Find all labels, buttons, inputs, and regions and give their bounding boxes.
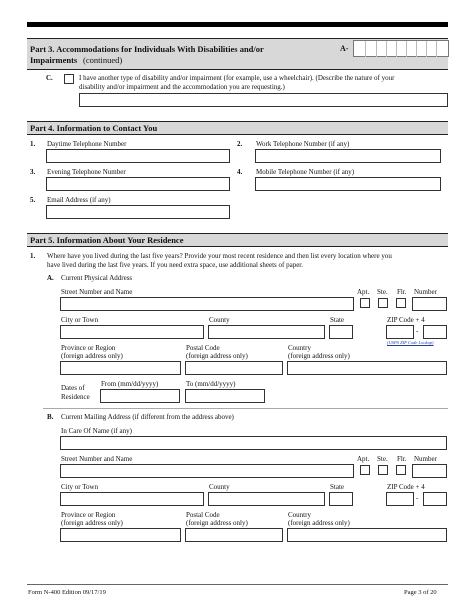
ste-checkbox[interactable] (378, 298, 388, 308)
country-label: Country (288, 344, 311, 352)
a-number-seg (376, 41, 377, 57)
postal-label: Postal Code (186, 344, 220, 352)
work-phone-input[interactable] (255, 149, 441, 163)
section-a-title: Current Physical Address (61, 274, 133, 282)
apt-label: Apt. (357, 288, 370, 296)
footer-rule (27, 584, 448, 585)
mailing-street-input[interactable] (60, 464, 354, 478)
to-date-input[interactable] (185, 389, 265, 403)
item-num: 2. (237, 140, 243, 148)
zip-dash: - (416, 327, 419, 335)
a-number-seg (386, 41, 387, 57)
country-label-2: (foreign address only) (288, 519, 350, 527)
flr-label: Flr. (397, 455, 407, 463)
a-number-seg (406, 41, 407, 57)
street-input[interactable] (60, 297, 354, 311)
evening-phone-input[interactable] (46, 177, 230, 191)
email-input[interactable] (46, 205, 230, 219)
item-num: 4. (237, 168, 243, 176)
work-phone-label: Work Telephone Number (if any) (256, 140, 350, 148)
postal-label-2: (foreign address only) (186, 352, 248, 360)
section-a-letter: A. (47, 274, 54, 282)
ste-label: Ste. (377, 455, 388, 463)
county-label: County (209, 316, 230, 324)
zip-plus4-input[interactable] (423, 325, 447, 339)
number-input[interactable] (412, 297, 447, 311)
daytime-phone-label: Daytime Telephone Number (47, 140, 127, 148)
top-rule (27, 22, 448, 27)
item-num: 3. (30, 168, 36, 176)
section-divider (43, 408, 448, 409)
residence-instructions-2: have lived during the last five years. If you need extra space, use additional sheets of paper. (47, 261, 303, 269)
part4-title: Part 4. Information to Contact You (30, 123, 158, 133)
a-number-label: A- (340, 44, 349, 53)
a-number-seg (436, 41, 437, 57)
mailing-state-select[interactable] (329, 492, 353, 506)
item-num: 5. (30, 196, 36, 204)
country-label-2: (foreign address only) (288, 352, 350, 360)
mailing-ste-checkbox[interactable] (378, 465, 388, 475)
dates-label-2: Residence (61, 393, 90, 401)
zip-label: ZIP Code + 4 (387, 483, 425, 491)
province-input[interactable] (60, 361, 181, 375)
part5-header (27, 233, 448, 247)
province-label: Province or Region (61, 511, 116, 519)
number-label: Number (414, 455, 437, 463)
state-select[interactable] (329, 325, 353, 339)
province-label-2: (foreign address only) (61, 352, 123, 360)
from-date-input[interactable] (100, 389, 180, 403)
street-label: Street Number and Name (61, 455, 133, 463)
flr-label: Flr. (397, 288, 407, 296)
city-input[interactable] (60, 325, 204, 339)
mailing-flr-checkbox[interactable] (396, 465, 406, 475)
section-b-title: Current Mailing Address (if different from the address above) (61, 413, 234, 421)
ste-label: Ste. (377, 288, 388, 296)
postal-label: Postal Code (186, 511, 220, 519)
street-label: Street Number and Name (61, 288, 133, 296)
item-c-text-2: disability and/or impairment and the accommodation you are requesting.) (79, 83, 285, 91)
country-input[interactable] (287, 361, 447, 375)
from-date-label: From (mm/dd/yyyy) (101, 380, 159, 388)
part5-title: Part 5. Information About Your Residence (30, 235, 184, 245)
part3-continued: (continued) (83, 55, 123, 65)
part3-title-line2: Impairments (30, 55, 78, 65)
zip-input[interactable] (386, 325, 414, 339)
county-label: County (209, 483, 230, 491)
mailing-number-input[interactable] (412, 464, 447, 478)
item-num: 1. (30, 140, 36, 148)
zip-label: ZIP Code + 4 (387, 316, 425, 324)
form-edition: Form N-400 Edition 09/17/19 (28, 589, 106, 596)
state-label: State (330, 483, 344, 491)
a-number-seg (416, 41, 417, 57)
mobile-phone-input[interactable] (255, 177, 441, 191)
province-label-2: (foreign address only) (61, 519, 123, 527)
care-of-label: In Care Of Name (if any) (61, 427, 132, 435)
mailing-city-input[interactable] (60, 492, 204, 506)
county-input[interactable] (208, 325, 325, 339)
zip-dash: - (416, 494, 419, 502)
section-b-letter: B. (47, 413, 54, 421)
part3-title: Part 3. Accommodations for Individuals With Disabilities and/or (30, 44, 264, 54)
a-number-seg (365, 41, 366, 57)
daytime-phone-input[interactable] (46, 149, 230, 163)
mailing-postal-code-input[interactable] (185, 528, 283, 542)
item-c-letter: C. (46, 74, 53, 82)
item-c-text: I have another type of disability and/or impairment (for example, use a wheelchair). (Describe the nature of your (79, 74, 395, 82)
apt-label: Apt. (357, 455, 370, 463)
city-label: City or Town (61, 483, 99, 491)
item-c-checkbox[interactable] (64, 74, 74, 84)
mailing-zip-input[interactable] (386, 492, 414, 506)
flr-checkbox[interactable] (396, 298, 406, 308)
item-num: 1. (30, 252, 36, 260)
a-number-input[interactable] (353, 40, 449, 57)
email-label: Email Address (if any) (47, 196, 111, 204)
state-label: State (330, 316, 344, 324)
dates-label: Dates of (61, 384, 85, 392)
residence-instructions: Where have you lived during the last five years? Provide your most recent residence and then list every location where you (47, 252, 392, 260)
country-label: Country (288, 511, 311, 519)
mailing-county-input[interactable] (208, 492, 325, 506)
item-c-description-input[interactable] (79, 93, 448, 107)
mailing-apt-checkbox[interactable] (360, 465, 370, 475)
province-label: Province or Region (61, 344, 116, 352)
to-date-label: To (mm/dd/yyyy) (186, 380, 236, 388)
care-of-input[interactable] (60, 436, 447, 450)
a-number-seg (426, 41, 427, 57)
number-label: Number (414, 288, 437, 296)
page-number: Page 3 of 20 (404, 589, 437, 596)
mailing-province-input[interactable] (60, 528, 181, 542)
apt-checkbox[interactable] (360, 298, 370, 308)
usps-lookup-link[interactable]: (USPS ZIP Code Lookup) (387, 340, 434, 345)
evening-phone-label: Evening Telephone Number (47, 168, 126, 176)
postal-code-input[interactable] (185, 361, 283, 375)
part4-header (27, 121, 448, 135)
mailing-zip-plus4-input[interactable] (423, 492, 447, 506)
mailing-country-input[interactable] (287, 528, 447, 542)
city-label: City or Town (61, 316, 99, 324)
mobile-phone-label: Mobile Telephone Number (if any) (256, 168, 355, 176)
postal-label-2: (foreign address only) (186, 519, 248, 527)
a-number-seg (396, 41, 397, 57)
